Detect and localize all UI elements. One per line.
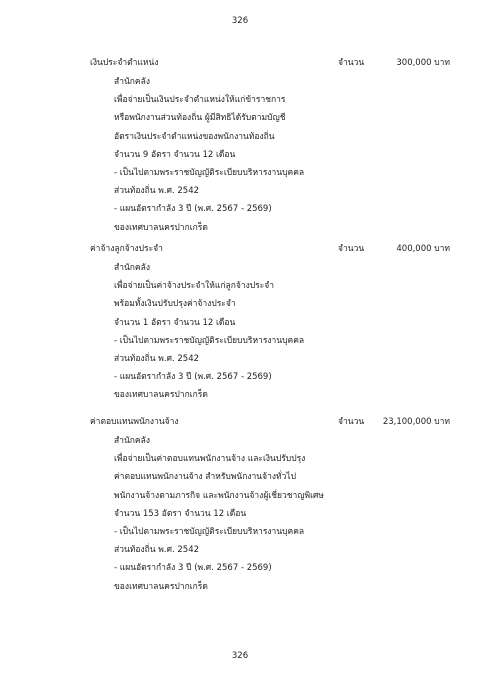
description-line: เพื่อจ่ายเป็นค่าตอบแทนพนักงานจ้าง และเงินปรับปรุง	[114, 454, 306, 465]
description-line: - เป็นไปตามพระราชบัญญัติระเบียบบริหารงานบุคคล	[114, 526, 305, 537]
description-line: ของเทศบาลนครปากเกร็ด	[114, 390, 208, 401]
description-line: - แผนอัตรากำลัง 3 ปี (พ.ศ. 2567 - 2569)	[114, 204, 272, 215]
amount-label: จำนวน	[338, 244, 365, 254]
budget-item-title: ค่าจ้างลูกจ้างประจำ	[90, 244, 163, 254]
budget-item-description	[114, 259, 450, 405]
budget-amount: 300,000 บาท	[396, 58, 450, 68]
description-line: จำนวน 9 อัตรา จำนวน 12 เดือน	[114, 149, 236, 160]
description-line: ของเทศบาลนครปากเกร็ด	[114, 222, 208, 233]
budget-item-header	[90, 414, 450, 428]
description-line: - เป็นไปตามพระราชบัญญัติระเบียบบริหารงานบุคคล	[114, 167, 305, 178]
amount-label: จำนวน	[338, 58, 365, 68]
description-line: - แผนอัตรากำลัง 3 ปี (พ.ศ. 2567 - 2569)	[114, 372, 272, 383]
budget-amount: 400,000 บาท	[396, 244, 450, 254]
description-line: หรือพนักงานส่วนท้องถิ่น ผู้มีสิทธิได้รับตามบัญชี	[114, 113, 286, 124]
description-line: ส่วนท้องถิ่น พ.ศ. 2542	[114, 353, 200, 364]
description-line: จำนวน 1 อัตรา จำนวน 12 เดือน	[114, 317, 236, 328]
budget-item-title: เงินประจำตำแหน่ง	[90, 58, 159, 68]
budget-item-description	[114, 73, 450, 237]
description-line: สำนักคลัง	[114, 77, 150, 87]
budget-item-header	[90, 55, 450, 69]
description-line: - เป็นไปตามพระราชบัญญัติระเบียบบริหารงานบุคคล	[114, 335, 305, 346]
budget-item-contract-staff-compensation	[90, 414, 450, 596]
description-line: ค่าตอบแทนพนักงานจ้าง สำหรับพนักงานจ้างทั่วไป	[114, 472, 297, 483]
budget-item-description	[114, 432, 450, 596]
budget-amount: 23,100,000 บาท	[382, 417, 450, 427]
description-line: ส่วนท้องถิ่น พ.ศ. 2542	[114, 186, 200, 197]
description-line: พนักงานจ้างตามภารกิจ และพนักงานจ้างผู้เชี่ยวชาญพิเศษ	[114, 490, 325, 501]
description-line: สำนักคลัง	[114, 263, 150, 273]
page-number-top: 326	[231, 16, 249, 26]
description-line: - แผนอัตรากำลัง 3 ปี (พ.ศ. 2567 - 2569)	[114, 563, 272, 574]
budget-item-title: ค่าตอบแทนพนักงานจ้าง	[90, 417, 179, 427]
description-line: อัตราเงินประจำตำแหน่งของพนักงานท้องถิ่น	[114, 131, 275, 142]
description-line: สำนักคลัง	[114, 436, 150, 446]
description-line: ของเทศบาลนครปากเกร็ด	[114, 581, 208, 592]
description-line: พร้อมทั้งเงินปรับปรุงค่าจ้างประจำ	[114, 299, 236, 310]
description-line: เพื่อจ่ายเป็นเงินประจำตำแหน่งให้แก่ข้าราชการ	[114, 95, 286, 106]
description-line: จำนวน 153 อัตรา จำนวน 12 เดือน	[114, 508, 247, 519]
budget-item-permanent-staff-wages	[90, 241, 450, 405]
page-number-bottom: 326	[231, 651, 249, 661]
budget-item-position-allowance	[90, 55, 450, 237]
description-line: ส่วนท้องถิ่น พ.ศ. 2542	[114, 545, 200, 556]
budget-item-header	[90, 241, 450, 255]
amount-label: จำนวน	[338, 417, 365, 427]
description-line: เพื่อจ่ายเป็นค่าจ้างประจำให้แก่ลูกจ้างประจำ	[114, 281, 275, 292]
